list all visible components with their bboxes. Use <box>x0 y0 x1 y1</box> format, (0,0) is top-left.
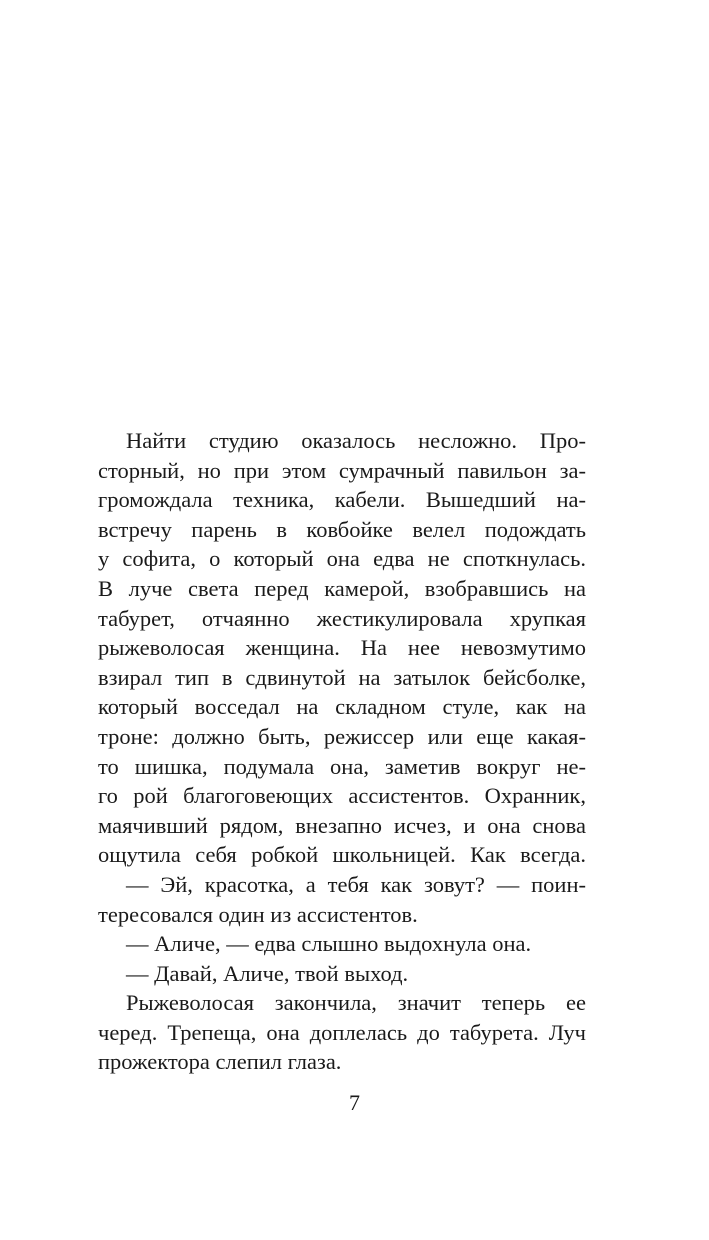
dialogue-line: — Аличе, — едва слышно выдохнула она. <box>126 931 532 957</box>
dialogue-line: — Давай, Аличе, твой выход. <box>126 960 409 986</box>
text-line: громождала техника, кабели. Вышедший на- <box>98 487 586 513</box>
text-line: Найти студию оказалось несложно. Про- <box>126 428 586 453</box>
text-line: тересовался один из ассистентов. <box>98 901 418 927</box>
text-line: Рыжеволосая закончила, значит теперь ее <box>126 990 586 1016</box>
text-line: В луче света перед камерой, взобравшись на <box>98 575 586 601</box>
text-line: го рой благоговеющих ассистентов. Охранник, <box>98 783 586 809</box>
text-line: у софита, о который она едва не споткнулась. <box>98 546 586 572</box>
dialogue-line: — Эй, красотка, а тебя как зовут? — поин- <box>126 871 586 897</box>
text-line: черед. Трепеща, она доплелась до табурета. Луч <box>98 1019 586 1045</box>
page-number: 7 <box>349 1090 360 1115</box>
text-line: ощутила себя робкой школьницей. Как всегда. <box>98 842 586 868</box>
text-line: встречу парень в ковбойке велел подождать <box>98 516 586 542</box>
text-line: сторный, но при этом сумрачный павильон за- <box>98 457 586 483</box>
text-line: маячивший рядом, внезапно исчез, и она снова <box>98 812 586 838</box>
body-text <box>98 426 586 1077</box>
text-line: который восседал на складном стуле, как на <box>98 694 586 720</box>
text-line: рыжеволосая женщина. На нее невозмутимо <box>98 635 586 661</box>
text-line: взирал тип в сдвинутой на затылок бейсболке, <box>98 664 586 690</box>
text-line: то шишка, подумала она, заметив вокруг не- <box>98 753 586 779</box>
text-line: табурет, отчаянно жестикулировала хрупкая <box>98 605 586 631</box>
text-line: прожектора слепил глаза. <box>98 1049 342 1075</box>
text-line: троне: должно быть, режиссер или еще какая- <box>98 723 586 749</box>
